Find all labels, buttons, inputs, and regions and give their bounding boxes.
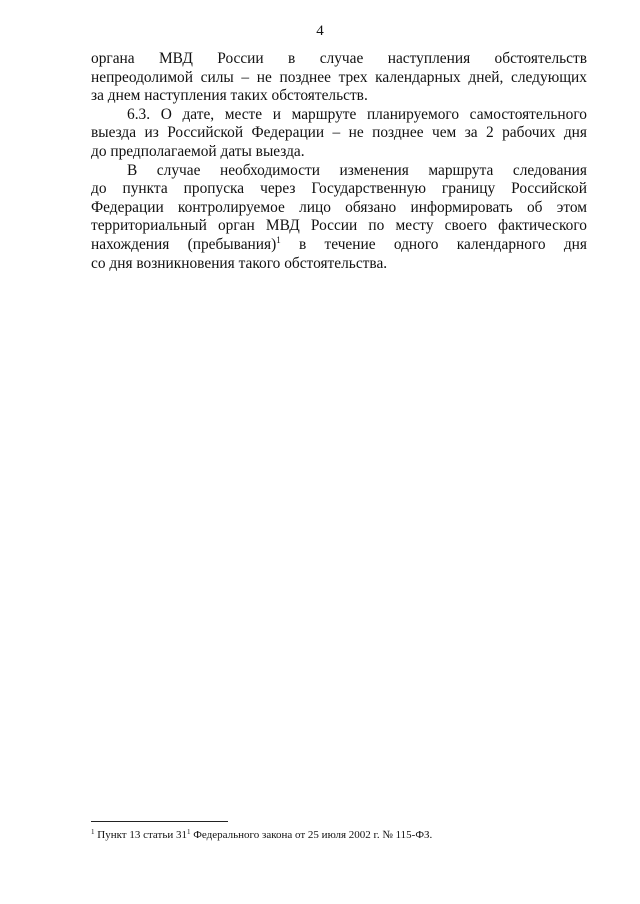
footnote-reference: 1: [276, 234, 281, 245]
text-fragment: нахождения (пребывания): [91, 235, 277, 253]
text-fragment: в течение одного календарного дня: [280, 235, 587, 253]
document-body: [91, 50, 587, 273]
text-line: 6.3. О дате, месте и маршруте планируемого самостоятельного: [127, 105, 587, 123]
text-line: В случае необходимости изменения маршрута следования: [127, 161, 587, 179]
text-line-with-footnote-ref: [91, 236, 587, 255]
paragraph-6-3: [91, 106, 587, 162]
text-line: органа МВД России в случае наступления обстоятельств: [91, 50, 587, 67]
text-line: Федерации контролируемое лицо обязано информировать об этом: [91, 198, 587, 216]
text-line: выезда из Российской Федерации – не позднее чем за 2 рабочих дня: [91, 124, 587, 142]
text-line: территориальный орган МВД России по месту своего фактического: [91, 217, 587, 235]
paragraph-1: [91, 50, 587, 106]
footnote-separator: [91, 821, 228, 822]
footnote-marker: 1: [91, 828, 95, 836]
footnote-text-superscript: 1: [186, 828, 191, 836]
text-line: непреодолимой силы – не позднее трех календарных дней, следующих: [91, 68, 587, 86]
footnote-text: Пункт 13 статьи 31: [94, 829, 187, 841]
footnote: [91, 828, 587, 842]
footnote-text: Федерального закона от 25 июля 2002 г. № 115-ФЗ.: [190, 829, 433, 841]
paragraph-route-change: [91, 162, 587, 274]
text-line: до предполагаемой даты выезда.: [91, 142, 305, 160]
text-line: за днем наступления таких обстоятельств.: [91, 87, 368, 105]
text-line: со дня возникновения такого обстоятельства.: [91, 254, 388, 272]
page-number: 4: [316, 23, 324, 39]
text-line: до пункта пропуска через Государственную границу Российской: [91, 180, 587, 198]
